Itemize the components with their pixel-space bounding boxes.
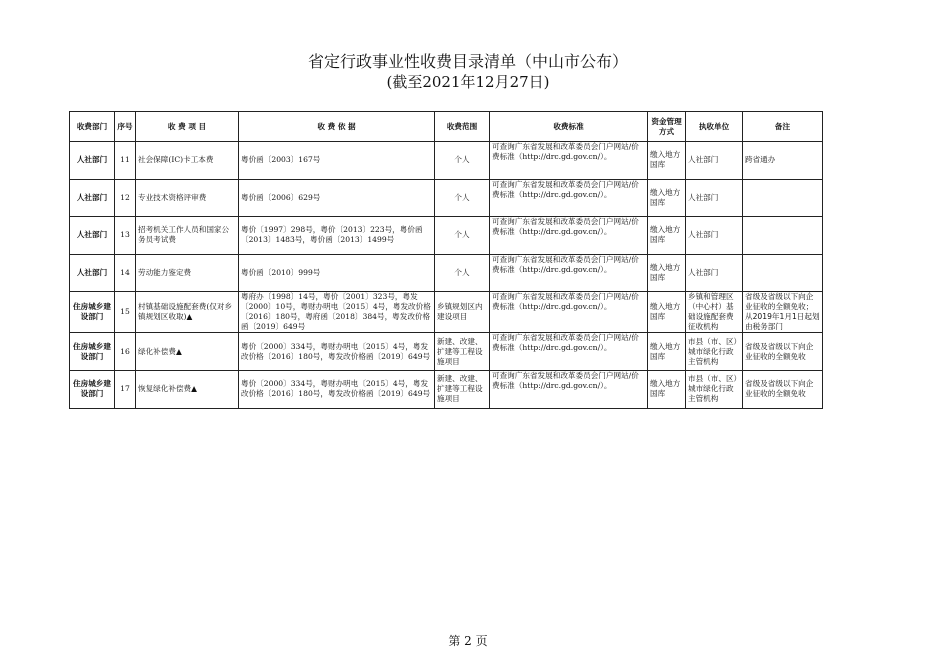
cell-standard: 可查询广东省发展和改革委员会门户网站/价费标准（http://drc.gd.gov.cn/）。 (490, 370, 648, 408)
cell-fund: 缴入地方国库 (648, 254, 686, 292)
cell-scope: 个人 (435, 142, 490, 180)
cell-unit: 人社部门 (686, 179, 743, 217)
table-header-row (70, 112, 823, 142)
cell-standard: 可查询广东省发展和改革委员会门户网站/价费标准（http://drc.gd.gov.cn/）。 (490, 142, 648, 180)
cell-unit: 人社部门 (686, 142, 743, 180)
cell-item: 绿化补偿费▲ (136, 333, 239, 371)
cell-scope: 乡镇规划区内建设项目 (435, 292, 490, 333)
cell-basis: 粤价〔1997〕298号，粤价〔2013〕223号，粤价函〔2013〕1483号，粤价函〔2013〕1499号 (239, 217, 435, 255)
cell-fund: 缴入地方国库 (648, 142, 686, 180)
table-row (70, 254, 823, 292)
cell-note (743, 254, 823, 292)
cell-fund: 缴入地方国库 (648, 217, 686, 255)
cell-dept: 人社部门 (70, 254, 115, 292)
cell-basis: 粤价函〔2003〕167号 (239, 142, 435, 180)
page-number: 第 2 页 (448, 634, 488, 648)
header-basis: 收 费 依 据 (239, 112, 435, 142)
cell-unit: 乡镇和管理区（中心村）基础设施配套费征收机构 (686, 292, 743, 333)
cell-no: 13 (115, 217, 136, 255)
fee-table (69, 111, 823, 409)
cell-standard: 可查询广东省发展和改革委员会门户网站/价费标准（http://drc.gd.gov.cn/）。 (490, 254, 648, 292)
cell-scope: 个人 (435, 254, 490, 292)
cell-scope: 个人 (435, 179, 490, 217)
cell-note: 跨省通办 (743, 142, 823, 180)
cell-dept: 人社部门 (70, 142, 115, 180)
page-subtitle: (截至2021年12月27日) (386, 73, 550, 91)
cell-note (743, 217, 823, 255)
table-row (70, 370, 823, 408)
cell-item: 村镇基础设施配套费(仅对乡镇规划区收取)▲ (136, 292, 239, 333)
cell-dept: 住房城乡建设部门 (70, 333, 115, 371)
cell-note: 省级及省级以下向企业征收的全额免收 (743, 333, 823, 371)
cell-scope: 新建、改建、扩建等工程设施项目 (435, 333, 490, 371)
cell-unit: 人社部门 (686, 254, 743, 292)
cell-basis: 粤价〔2000〕334号，粤财办明电〔2015〕4号，粤发改价格〔2016〕180号，粤发改价格函〔2019〕649号 (239, 333, 435, 371)
cell-basis: 粤价函〔2010〕999号 (239, 254, 435, 292)
cell-standard: 可查询广东省发展和改革委员会门户网站/价费标准（http://drc.gd.gov.cn/）。 (490, 179, 648, 217)
cell-scope: 新建、改建、扩建等工程设施项目 (435, 370, 490, 408)
cell-fund: 缴入地方国库 (648, 179, 686, 217)
cell-dept: 住房城乡建设部门 (70, 292, 115, 333)
cell-item: 劳动能力鉴定费 (136, 254, 239, 292)
cell-basis: 粤府办〔1998〕14号，粤价〔2001〕323号，粤发〔2000〕10号，粤财办明电〔2015〕4号，粤发改价格〔2016〕180号，粤府函〔2018〕384号，粤发改价格函〔2019〕649号 (239, 292, 435, 333)
cell-dept: 住房城乡建设部门 (70, 370, 115, 408)
cell-fund: 缴入地方国库 (648, 292, 686, 333)
cell-no: 11 (115, 142, 136, 180)
cell-scope: 个人 (435, 217, 490, 255)
cell-no: 12 (115, 179, 136, 217)
table-row (70, 292, 823, 333)
cell-unit: 市县（市、区）城市绿化行政主管机构 (686, 333, 743, 371)
table-row (70, 333, 823, 371)
header-note: 备注 (743, 112, 823, 142)
header-item: 收 费 项 目 (136, 112, 239, 142)
table-row (70, 142, 823, 180)
cell-note (743, 179, 823, 217)
header-standard: 收费标准 (490, 112, 648, 142)
header-unit: 执收单位 (686, 112, 743, 142)
cell-fund: 缴入地方国库 (648, 333, 686, 371)
cell-no: 14 (115, 254, 136, 292)
cell-unit: 人社部门 (686, 217, 743, 255)
cell-basis: 粤价〔2000〕334号，粤财办明电〔2015〕4号，粤发改价格〔2016〕180号，粤发改价格函〔2019〕649号 (239, 370, 435, 408)
cell-dept: 人社部门 (70, 217, 115, 255)
cell-basis: 粤价函〔2006〕629号 (239, 179, 435, 217)
cell-no: 17 (115, 370, 136, 408)
cell-standard: 可查询广东省发展和改革委员会门户网站/价费标准（http://drc.gd.gov.cn/）。 (490, 217, 648, 255)
cell-standard: 可查询广东省发展和改革委员会门户网站/价费标准（http://drc.gd.gov.cn/）。 (490, 292, 648, 333)
cell-no: 16 (115, 333, 136, 371)
cell-note: 省级及省级以下向企业征收的全额免收；从2019年1月1日起划由税务部门 (743, 292, 823, 333)
table-row (70, 217, 823, 255)
header-no: 序号 (115, 112, 136, 142)
cell-item: 社会保障(IC)卡工本费 (136, 142, 239, 180)
header-fund: 资金管理方式 (648, 112, 686, 142)
cell-dept: 人社部门 (70, 179, 115, 217)
cell-item: 恢复绿化补偿费▲ (136, 370, 239, 408)
header-dept: 收费部门 (70, 112, 115, 142)
cell-note: 省级及省级以下向企业征收的全额免收 (743, 370, 823, 408)
cell-standard: 可查询广东省发展和改革委员会门户网站/价费标准（http://drc.gd.gov.cn/）。 (490, 333, 648, 371)
page-title: 省定行政事业性收费目录清单（中山市公布） (307, 52, 628, 71)
header-scope: 收费范围 (435, 112, 490, 142)
cell-item: 招考机关工作人员和国家公务员考试费 (136, 217, 239, 255)
cell-no: 15 (115, 292, 136, 333)
cell-unit: 市县（市、区）城市绿化行政主管机构 (686, 370, 743, 408)
cell-item: 专业技术资格评审费 (136, 179, 239, 217)
table-row (70, 179, 823, 217)
cell-fund: 缴入地方国库 (648, 370, 686, 408)
